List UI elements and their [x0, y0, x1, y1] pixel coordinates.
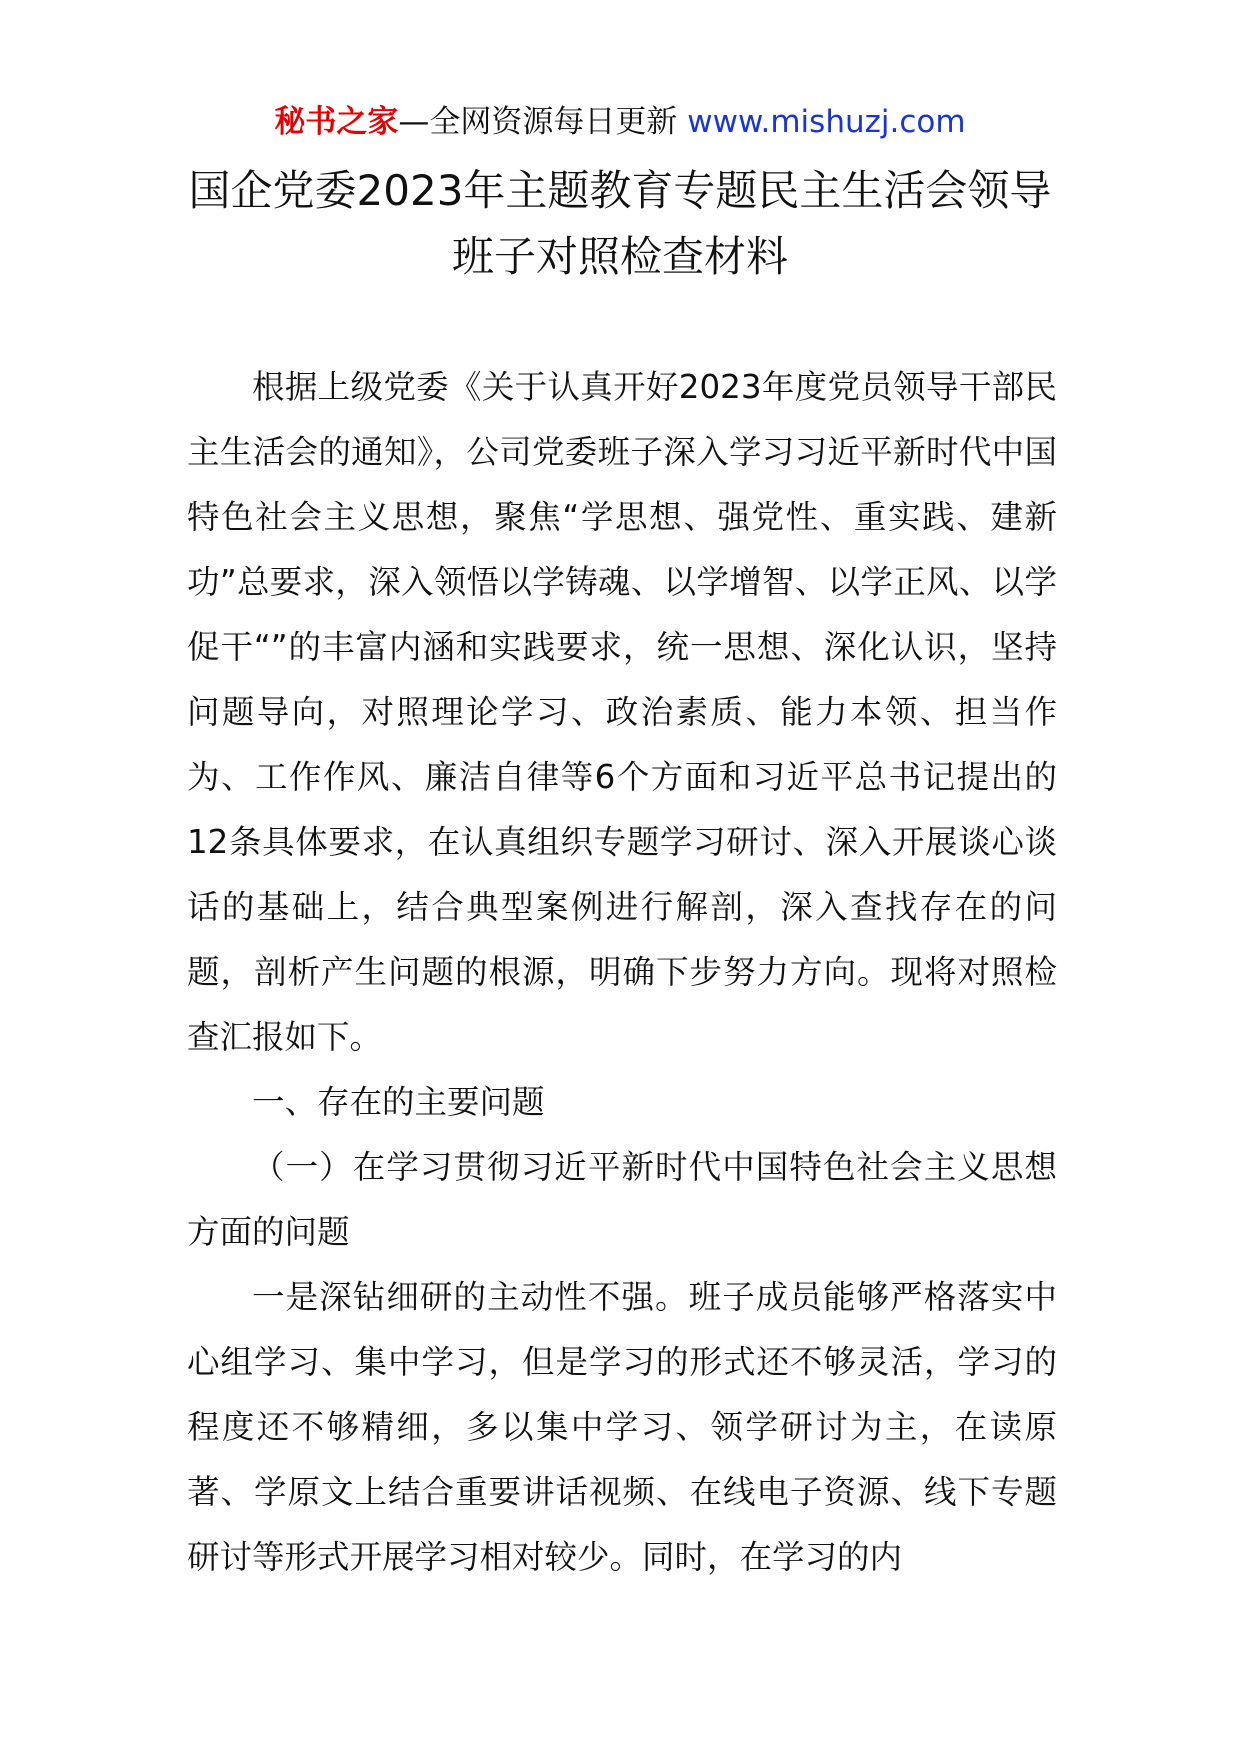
document-title	[150, 158, 1090, 290]
title-line-1: 国企党委2023年主题教育专题民主生活会领导	[188, 166, 1052, 215]
intro-paragraph: 根据上级党委《关于认真开好2023年度党员领导干部民主生活会的通知》，公司党委班子深入学习习近平新时代中国特色社会主义思想，聚焦“学思想、强党性、重实践、建新功”总要求，深入领悟以学铸魂、以学增智、以学正风、以学促干“”的丰富内涵和实践要求，统一思想、深化认识，坚持问题导向，对照理论学习、政治素质、能力本领、担当作为、工作作风、廉洁自律等6个方面和习近平总书记提出的12条具体要求，在认真组织专题学习研讨、深入开展谈心谈话的基础上，结合典型案例进行解剖，深入查找存在的问题，剖析产生问题的根源，明确下步努力方向。现将对照检查汇报如下。	[187, 368, 1057, 1056]
site-url-link[interactable]: www.mishuzj.com	[687, 104, 966, 140]
title-line-2: 班子对照检查材料	[451, 232, 788, 281]
banner-slogan: —全网资源每日更新	[398, 104, 678, 140]
brand-name: 秘书之家	[274, 104, 399, 140]
site-banner	[0, 98, 1240, 146]
body-paragraph: 一是深钻细研的主动性不强。班子成员能够严格落实中心组学习、集中学习，但是学习的形式还不够灵活，学习的程度还不够精细，多以集中学习、领学研讨为主，在读原著、学原文上结合重要讲话视频、在线电子资源、线下专题研讨等形式开展学习相对较少。同时，在学习的内	[187, 1278, 1057, 1576]
document-body	[187, 355, 1057, 1590]
subsection-heading: （一）在学习贯彻习近平新时代中国特色社会主义思想方面的问题	[187, 1148, 1057, 1251]
section-heading: 一、存在的主要问题	[252, 1083, 545, 1121]
